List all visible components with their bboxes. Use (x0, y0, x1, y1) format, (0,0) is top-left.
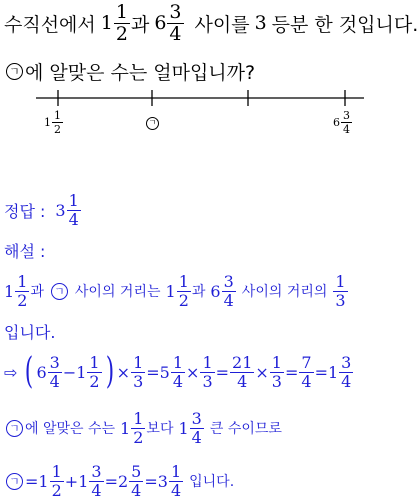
explanation-line-2: 입니다. (4, 322, 56, 342)
explanation-label: 해설 : (4, 241, 46, 261)
explanation-line-5: ㄱ = 1 $\frac{1}{2}$ + 1 $\frac{3}{4}$ = 2 $\frac{5}{4}$ = 3 $\frac{1}{4}$ 입니다. (4, 458, 234, 504)
fraction: $\frac{7}{4}$ (301, 352, 312, 391)
problem-suffix: 등분 한 것입니다. (271, 13, 418, 36)
mixed-whole: 1 (100, 12, 113, 34)
circled-marker-icon: ㄱ (6, 473, 23, 490)
fraction: $\frac{1}{2}$ (133, 408, 144, 447)
circled-marker-icon: ㄱ (6, 420, 23, 437)
middle-tick-label (144, 110, 161, 130)
circled-marker-icon: ㄱ (51, 283, 68, 300)
fraction: $\frac{5}{4}$ (131, 461, 142, 500)
fraction: $\frac{1}{2}$ (115, 0, 128, 45)
answer-whole: 3 (55, 200, 66, 220)
fraction: $\frac{1}{2}$ (89, 352, 100, 391)
answer-line (4, 190, 82, 230)
left-tick-label: 1 $\frac{1}{2}$ (44, 109, 61, 136)
fraction: $\frac{1}{4}$ (172, 352, 184, 391)
fraction: $\frac{3}{4}$ (191, 408, 202, 447)
explanation-line-4: ㄱ 에 알맞은 수는 1 $\frac{1}{2}$ 보다 1 $\frac{3}{4}$ 큰 수이므로 (4, 404, 282, 452)
fraction: $\frac{3}{4}$ (223, 271, 234, 310)
fraction: $\frac{21}{4}$ (232, 352, 253, 391)
fraction: $\frac{1}{3}$ (335, 271, 346, 310)
explanation-line-3: ⇨ ( 6 $\frac{3}{4}$ − 1 $\frac{1}{2}$ ) × $\frac{1}{3}$ = 5 $\frac{1}{4}$ × $\frac{1}{3}$ = $\frac{21}{4}$ × $\frac{1}{3}$ = $\frac{7}{4}$ = 1 $\frac{3}{4}$ (4, 351, 352, 392)
circled-marker-icon: ㄱ (6, 63, 23, 80)
answer-fraction: $\frac{1}{4}$ (68, 190, 79, 229)
problem-middle: 사이를 (194, 13, 250, 36)
fraction: $\frac{3}{4}$ (169, 0, 182, 45)
fraction: $\frac{1}{4}$ (170, 461, 182, 500)
fraction: $\frac{3}{4}$ (91, 461, 102, 500)
fraction: $\frac{1}{3}$ (202, 352, 213, 391)
right-paren: ) (105, 351, 114, 392)
circled-marker-icon: ㄱ (146, 117, 159, 130)
right-tick-label: 6 $\frac{3}{4}$ (333, 109, 350, 136)
explanation-line-1: 1 $\frac{1}{2}$ 과 ㄱ 사이의 거리는 1 $\frac{1}{2}$ 과 6 $\frac{3}{4}$ 사이의 거리의 $\frac{1}{3}$ (4, 271, 346, 310)
problem-prefix: 수직선에서 (4, 13, 96, 36)
mixed-whole: 6 (154, 12, 167, 34)
fraction: $\frac{1}{2}$ (51, 461, 62, 500)
conjunction: 과 (130, 13, 150, 36)
fraction: $\frac{3}{4}$ (341, 352, 352, 391)
question-text: 에 알맞은 수는 얼마입니까? (25, 61, 256, 84)
arrow-icon: ⇨ (4, 362, 18, 382)
division-count: 3 (254, 12, 267, 34)
explanation-label-line (4, 238, 45, 262)
problem-line-1 (4, 2, 418, 44)
fraction: $\frac{1}{2}$ (178, 271, 189, 310)
answer-label: 정답 : (4, 201, 46, 221)
fraction: $\frac{1}{3}$ (271, 352, 282, 391)
fraction: $\frac{1}{3}$ (133, 352, 144, 391)
fraction: $\frac{1}{2}$ (17, 271, 28, 310)
fraction: $\frac{3}{4}$ (49, 352, 60, 391)
left-paren: ( (25, 351, 34, 392)
problem-line-2 (4, 58, 255, 84)
